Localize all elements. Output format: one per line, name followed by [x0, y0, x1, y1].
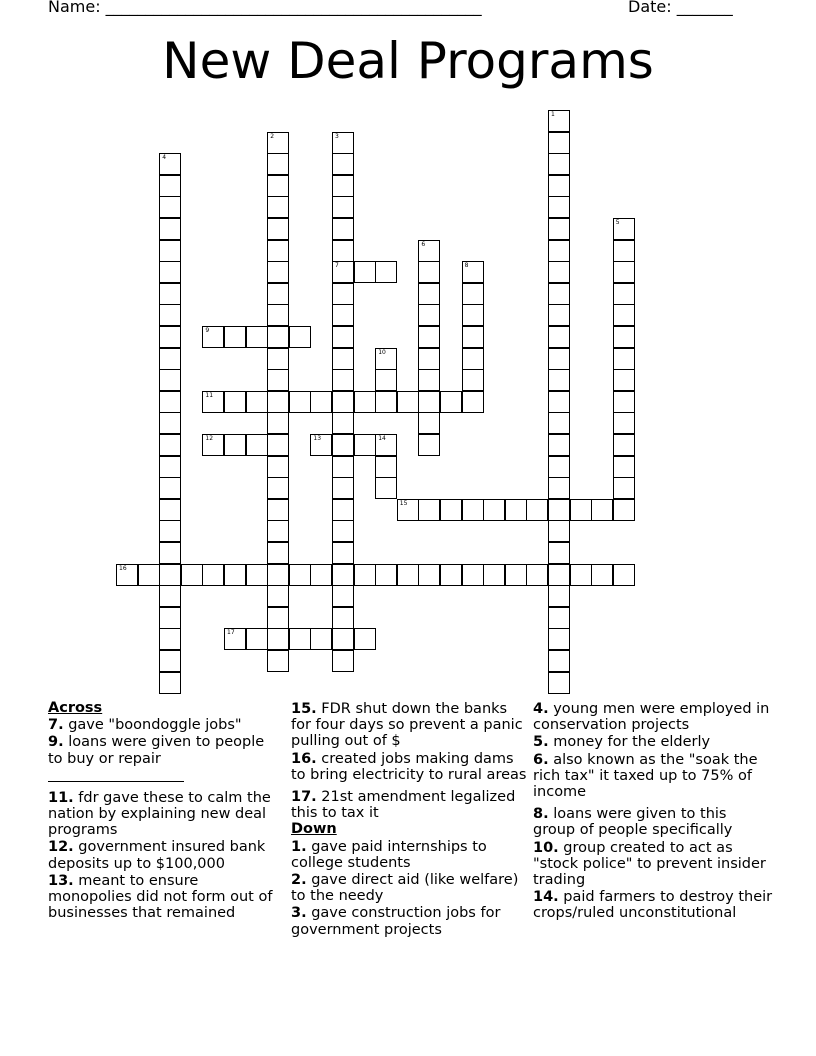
grid-cell[interactable] [224, 628, 246, 650]
grid-cell[interactable] [397, 499, 419, 521]
grid-cell[interactable] [462, 283, 484, 305]
grid-cell[interactable] [483, 564, 505, 586]
grid-cell[interactable] [613, 304, 635, 326]
grid-cell[interactable] [354, 564, 376, 586]
grid-cell[interactable] [462, 261, 484, 283]
grid-cell[interactable] [613, 477, 635, 499]
clue-number: 7 [335, 262, 339, 270]
grid-cell[interactable] [246, 628, 268, 650]
grid-cell[interactable] [354, 434, 376, 456]
grid-cell[interactable] [613, 412, 635, 434]
grid-cell[interactable] [267, 283, 289, 305]
down-heading: Down [291, 821, 337, 838]
grid-cell[interactable] [289, 391, 311, 413]
grid-cell[interactable] [116, 564, 138, 586]
grid-cell[interactable] [202, 434, 224, 456]
page-title: New Deal Programs [162, 32, 654, 90]
grid-cell[interactable] [548, 240, 570, 262]
down-clue-2: 2. gave direct aid (like welfare) to the needy [291, 872, 519, 905]
grid-cell[interactable] [440, 391, 462, 413]
grid-cell[interactable] [138, 564, 160, 586]
grid-cell[interactable] [613, 218, 635, 240]
grid-cell[interactable] [591, 564, 613, 586]
grid-cell[interactable] [159, 304, 181, 326]
grid-cell[interactable] [505, 499, 527, 521]
grid-cell[interactable] [548, 477, 570, 499]
grid-cell[interactable] [332, 628, 354, 650]
grid-cell[interactable] [548, 153, 570, 175]
grid-cell[interactable] [332, 261, 354, 283]
grid-cell[interactable] [289, 326, 311, 348]
grid-cell[interactable] [159, 240, 181, 262]
clue-number: 3 [335, 132, 339, 140]
grid-cell[interactable] [613, 564, 635, 586]
grid-cell[interactable] [570, 499, 592, 521]
grid-cell[interactable] [548, 391, 570, 413]
grid-cell[interactable] [159, 564, 181, 586]
grid-cell[interactable] [613, 456, 635, 478]
grid-cell[interactable] [332, 153, 354, 175]
grid-cell[interactable] [354, 391, 376, 413]
grid-cell[interactable] [267, 585, 289, 607]
grid-cell[interactable] [397, 564, 419, 586]
grid-cell[interactable] [332, 196, 354, 218]
grid-cell[interactable] [289, 628, 311, 650]
across-clue-11: 11. fdr gave these to calm the nation by explaining new deal programs [48, 789, 271, 839]
down-clue-6: 6. also known as the "soak the rich tax" it taxed up to 75% of income [533, 751, 758, 801]
grid-cell[interactable] [548, 564, 570, 586]
grid-cell[interactable] [159, 456, 181, 478]
grid-cell[interactable] [202, 326, 224, 348]
grid-cell[interactable] [267, 628, 289, 650]
clues-column-1 [48, 700, 280, 921]
down-clue-1: 1. gave paid internships to college students [291, 838, 487, 871]
grid-cell[interactable] [418, 499, 440, 521]
grid-cell[interactable] [267, 175, 289, 197]
grid-cell[interactable] [418, 348, 440, 370]
grid-cell[interactable] [332, 326, 354, 348]
down-clue-4: 4. young men were employed in conservation projects [533, 701, 770, 734]
grid-cell[interactable] [159, 542, 181, 564]
grid-cell[interactable] [548, 175, 570, 197]
grid-cell[interactable] [548, 196, 570, 218]
grid-cell[interactable] [332, 499, 354, 521]
grid-cell[interactable] [159, 650, 181, 672]
grid-cell[interactable] [159, 153, 181, 175]
clue-number: 1 [551, 111, 555, 118]
clue-number: 10 [378, 348, 386, 356]
grid-cell[interactable] [332, 585, 354, 607]
grid-cell[interactable] [548, 261, 570, 283]
grid-cell[interactable] [159, 391, 181, 413]
grid-cell[interactable] [267, 434, 289, 456]
grid-cell[interactable] [159, 283, 181, 305]
grid-cell[interactable] [548, 326, 570, 348]
down-clue-8: 8. loans were given to this group of people specifically [533, 806, 733, 839]
grid-cell[interactable] [267, 326, 289, 348]
grid-cell[interactable] [159, 672, 181, 694]
grid-cell[interactable] [375, 434, 397, 456]
grid-cell[interactable] [526, 564, 548, 586]
grid-cell[interactable] [332, 650, 354, 672]
grid-cell[interactable] [332, 304, 354, 326]
clue-number: 11 [205, 391, 214, 399]
grid-cell[interactable] [332, 520, 354, 542]
grid-cell[interactable] [548, 499, 570, 521]
grid-cell[interactable] [548, 628, 570, 650]
across-clue-9: 9. loans were given to people to buy or repair [48, 734, 265, 767]
grid-cell[interactable] [267, 261, 289, 283]
grid-cell[interactable] [613, 391, 635, 413]
grid-cell[interactable] [332, 412, 354, 434]
grid-cell[interactable] [159, 175, 181, 197]
name-field-label: Name: _______________________________________________ [48, 0, 482, 16]
grid-cell[interactable] [224, 326, 246, 348]
grid-cell[interactable] [332, 283, 354, 305]
grid-cell[interactable] [202, 391, 224, 413]
grid-cell[interactable] [332, 218, 354, 240]
clue-number: 13 [313, 435, 322, 442]
grid-cell[interactable] [267, 369, 289, 391]
grid-cell[interactable] [418, 412, 440, 434]
down-clue-10: 10. group created to act as "stock police" to prevent insider trading [533, 839, 766, 889]
down-clue-14: 14. paid farmers to destroy their crops/ruled unconstitutional [533, 889, 773, 922]
grid-cell[interactable] [548, 672, 570, 694]
grid-cell[interactable] [375, 261, 397, 283]
grid-cell[interactable] [224, 391, 246, 413]
across-clue-13: 13. meant to ensure monopolies did not form out of businesses that remained [48, 872, 273, 922]
clue-number: 9 [205, 327, 210, 334]
grid-cell[interactable] [613, 348, 635, 370]
grid-cell[interactable] [375, 456, 397, 478]
grid-cell[interactable] [418, 391, 440, 413]
grid-cell[interactable] [613, 261, 635, 283]
across-clue-16: 16. created jobs making dams to bring electricity to rural areas [291, 750, 527, 783]
grid-cell[interactable] [418, 369, 440, 391]
grid-cell[interactable] [375, 369, 397, 391]
grid-cell[interactable] [159, 607, 181, 629]
grid-cell[interactable] [332, 348, 354, 370]
grid-cell[interactable] [267, 240, 289, 262]
grid-cell[interactable] [224, 434, 246, 456]
clue-number: 14 [378, 435, 386, 442]
grid-cell[interactable] [159, 261, 181, 283]
grid-cell[interactable] [375, 477, 397, 499]
grid-cell[interactable] [267, 564, 289, 586]
grid-cell[interactable] [267, 542, 289, 564]
grid-cell[interactable] [332, 434, 354, 456]
grid-cell[interactable] [332, 456, 354, 478]
grid-cell[interactable] [159, 499, 181, 521]
grid-cell[interactable] [267, 304, 289, 326]
grid-cell[interactable] [159, 434, 181, 456]
clue-number: 4 [162, 154, 167, 162]
grid-cell[interactable] [332, 391, 354, 413]
grid-cell[interactable] [159, 369, 181, 391]
grid-cell[interactable] [375, 391, 397, 413]
grid-cell[interactable] [159, 628, 181, 650]
grid-cell[interactable] [246, 391, 268, 413]
grid-cell[interactable] [375, 564, 397, 586]
grid-cell[interactable] [159, 196, 181, 218]
grid-cell[interactable] [483, 499, 505, 521]
grid-cell[interactable] [418, 326, 440, 348]
clues-column-2 [291, 700, 527, 938]
grid-cell[interactable] [548, 304, 570, 326]
clue-number: 8 [464, 262, 469, 270]
grid-cell[interactable] [548, 110, 570, 132]
grid-cell[interactable] [246, 564, 268, 586]
clue-number: 2 [270, 132, 275, 140]
grid-cell[interactable] [267, 499, 289, 521]
grid-cell[interactable] [548, 132, 570, 154]
across-heading: Across [48, 700, 103, 716]
grid-cell[interactable] [613, 369, 635, 391]
across-clue-15: 15. FDR shut down the banks for four days so prevent a panic pulling out of $ [291, 701, 523, 750]
grid-cell[interactable] [159, 477, 181, 499]
grid-cell[interactable] [462, 348, 484, 370]
clue-number: 5 [615, 219, 620, 226]
grid-cell[interactable] [548, 607, 570, 629]
grid-cell[interactable] [548, 585, 570, 607]
grid-cell[interactable] [310, 564, 332, 586]
grid-cell[interactable] [418, 564, 440, 586]
grid-cell[interactable] [613, 434, 635, 456]
grid-cell[interactable] [375, 348, 397, 370]
grid-cell[interactable] [570, 564, 592, 586]
grid-cell[interactable] [591, 499, 613, 521]
grid-cell[interactable] [246, 434, 268, 456]
grid-cell[interactable] [548, 650, 570, 672]
down-clue-5: 5. money for the elderly [533, 734, 711, 751]
grid-cell[interactable] [548, 542, 570, 564]
grid-cell[interactable] [332, 542, 354, 564]
grid-cell[interactable] [397, 391, 419, 413]
clues-column-3 [533, 700, 773, 922]
grid-cell[interactable] [462, 499, 484, 521]
grid-cell[interactable] [310, 628, 332, 650]
across-clue-17: 17. 21st amendment legalized this to tax it [291, 789, 516, 822]
blank-answer-line [48, 767, 184, 782]
grid-cell[interactable] [267, 391, 289, 413]
grid-cell[interactable] [354, 261, 376, 283]
grid-cell[interactable] [613, 283, 635, 305]
grid-cell[interactable] [548, 456, 570, 478]
clue-number: 17 [227, 629, 235, 637]
grid-cell[interactable] [246, 326, 268, 348]
grid-cell[interactable] [332, 175, 354, 197]
grid-cell[interactable] [462, 369, 484, 391]
clue-number: 12 [205, 435, 214, 442]
grid-cell[interactable] [613, 240, 635, 262]
across-clue-12: 12. government insured bank deposits up to $100,000 [48, 839, 266, 872]
grid-cell[interactable] [202, 564, 224, 586]
grid-cell[interactable] [267, 132, 289, 154]
grid-cell[interactable] [159, 520, 181, 542]
grid-cell[interactable] [267, 650, 289, 672]
grid-cell[interactable] [267, 196, 289, 218]
grid-cell[interactable] [332, 607, 354, 629]
grid-cell[interactable] [332, 477, 354, 499]
grid-cell[interactable] [267, 456, 289, 478]
grid-cell[interactable] [354, 628, 376, 650]
grid-cell[interactable] [332, 240, 354, 262]
grid-cell[interactable] [267, 477, 289, 499]
grid-cell[interactable] [159, 326, 181, 348]
clue-number: 15 [399, 499, 408, 507]
grid-cell[interactable] [440, 564, 462, 586]
grid-cell[interactable] [267, 607, 289, 629]
grid-cell[interactable] [548, 369, 570, 391]
grid-cell[interactable] [548, 434, 570, 456]
grid-cell[interactable] [159, 218, 181, 240]
grid-cell[interactable] [310, 391, 332, 413]
grid-cell[interactable] [613, 326, 635, 348]
grid-cell[interactable] [418, 261, 440, 283]
grid-cell[interactable] [224, 564, 246, 586]
grid-cell[interactable] [159, 585, 181, 607]
grid-cell[interactable] [289, 564, 311, 586]
date-field-label: Date: _______ [628, 0, 733, 16]
grid-cell[interactable] [159, 348, 181, 370]
grid-cell[interactable] [548, 283, 570, 305]
grid-cell[interactable] [418, 240, 440, 262]
grid-cell[interactable] [462, 564, 484, 586]
grid-cell[interactable] [505, 564, 527, 586]
grid-cell[interactable] [613, 499, 635, 521]
grid-cell[interactable] [418, 434, 440, 456]
grid-cell[interactable] [159, 412, 181, 434]
grid-cell[interactable] [267, 153, 289, 175]
grid-cell[interactable] [181, 564, 203, 586]
grid-cell[interactable] [548, 218, 570, 240]
grid-cell[interactable] [267, 520, 289, 542]
grid-cell[interactable] [440, 499, 462, 521]
grid-cell[interactable] [418, 283, 440, 305]
down-clue-3: 3. gave construction jobs for government projects [291, 905, 501, 938]
grid-cell[interactable] [526, 499, 548, 521]
clue-number: 6 [421, 240, 426, 248]
grid-cell[interactable] [548, 348, 570, 370]
grid-cell[interactable] [332, 564, 354, 586]
grid-cell[interactable] [548, 520, 570, 542]
grid-cell[interactable] [310, 434, 332, 456]
clue-number: 16 [119, 564, 127, 572]
grid-cell[interactable] [332, 132, 354, 154]
grid-cell[interactable] [332, 369, 354, 391]
grid-cell[interactable] [548, 412, 570, 434]
grid-cell[interactable] [462, 304, 484, 326]
grid-cell[interactable] [267, 218, 289, 240]
across-clue-7: 7. gave "boondoggle jobs" [48, 717, 242, 734]
grid-cell[interactable] [267, 412, 289, 434]
grid-cell[interactable] [418, 304, 440, 326]
grid-cell[interactable] [462, 326, 484, 348]
grid-cell[interactable] [462, 391, 484, 413]
grid-cell[interactable] [267, 348, 289, 370]
